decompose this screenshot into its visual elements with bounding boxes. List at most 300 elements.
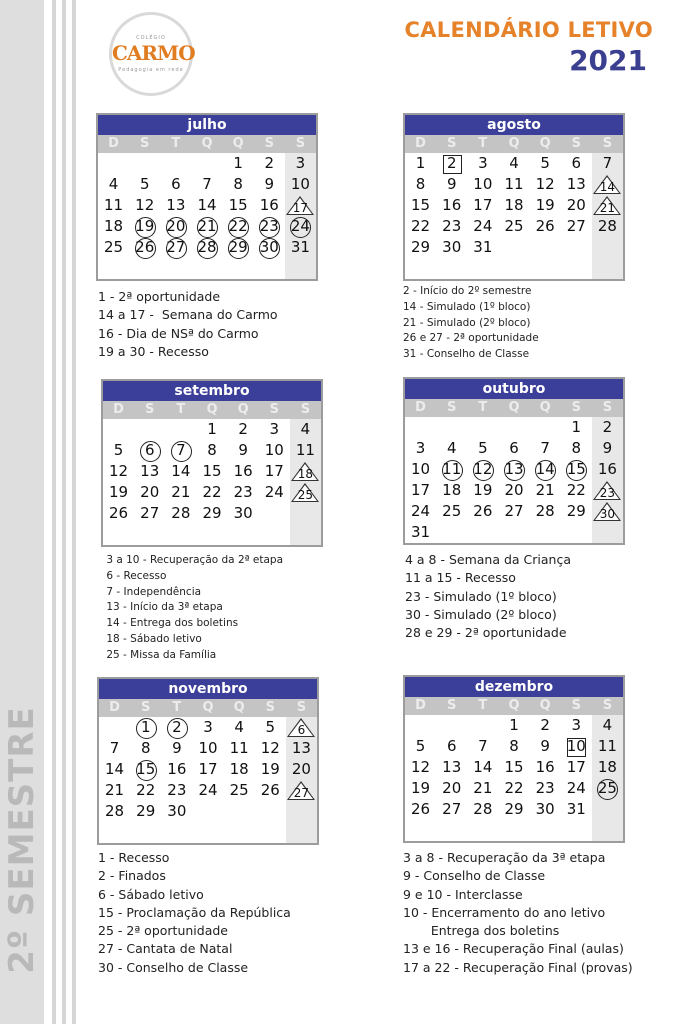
empty-day-cell <box>498 522 529 543</box>
empty-day-cell <box>165 524 196 545</box>
day-circled: 13 <box>498 459 529 480</box>
day-grid <box>99 717 317 843</box>
weekday-label: Q <box>201 136 213 151</box>
day-cell: 20 <box>140 483 160 501</box>
day-cell: 2 <box>602 418 613 436</box>
month-calendar-julho <box>96 113 318 281</box>
day-cell: 26 <box>109 504 129 522</box>
month-name: setembro <box>103 381 321 401</box>
empty-day-cell <box>436 522 467 543</box>
note-line: 9 - Conselho de Classe <box>403 868 546 884</box>
day-circled: 30 <box>254 237 285 258</box>
weekday-header <box>103 401 321 419</box>
day-cell: 5 <box>139 175 150 193</box>
day-cell: 15 <box>411 196 431 214</box>
day-cell: 16 <box>597 460 617 478</box>
note-line: 13 - Início da 3ª etapa <box>103 601 223 614</box>
day-cell: 7 <box>109 739 120 757</box>
day-cell: 27 <box>504 502 524 520</box>
note-line: Entrega dos boletins <box>403 923 560 939</box>
day-cell: 19 <box>473 481 493 499</box>
day-circled: 22 <box>223 216 254 237</box>
note-line: 19 a 30 - Recesso <box>98 343 209 359</box>
day-cell: 24 <box>198 781 218 799</box>
day-cell: 31 <box>290 238 310 256</box>
weekday-label: S <box>265 700 275 715</box>
empty-day-cell <box>561 522 592 543</box>
day-number: 23 <box>599 486 616 500</box>
day-cell: 13 <box>566 175 586 193</box>
day-cell: 5 <box>540 154 550 172</box>
empty-day-cell <box>130 822 161 843</box>
weekday-label: S <box>571 400 581 415</box>
weekday-label: S <box>300 402 311 417</box>
logo-top-text: COLÉGIO <box>136 35 166 41</box>
day-cell: 24 <box>411 502 431 520</box>
weekday-label: S <box>602 136 613 151</box>
weekday-header <box>405 135 623 153</box>
week-row <box>405 799 623 820</box>
day-cell: 13 <box>166 196 186 214</box>
day-cell: 19 <box>109 483 129 501</box>
month-notes-setembro <box>103 553 283 664</box>
weekday-header <box>405 399 623 417</box>
day-cell: 19 <box>535 196 555 214</box>
day-cell: 27 <box>442 800 462 818</box>
empty-day-cell <box>530 417 561 438</box>
empty-day-cell <box>103 524 134 545</box>
empty-day-cell <box>436 417 467 438</box>
day-cell: 1 <box>233 154 243 172</box>
note-line: 25 - Missa da Família <box>103 648 217 661</box>
weekday-label: D <box>415 136 426 151</box>
weekday-label: Q <box>508 698 520 713</box>
weekday-label: Q <box>539 698 551 713</box>
day-number: 30 <box>599 507 616 521</box>
day-cell: 20 <box>291 760 311 778</box>
day-cell: 13 <box>291 739 311 757</box>
empty-day-cell <box>254 258 285 279</box>
day-number: 14 <box>599 180 616 194</box>
empty-day-cell <box>467 417 498 438</box>
day-cell: 25 <box>229 781 249 799</box>
day-cell: 30 <box>535 800 555 818</box>
weekday-label: T <box>171 136 181 151</box>
weekday-label: D <box>113 402 124 417</box>
day-cell: 12 <box>411 758 431 776</box>
day-cell: 13 <box>140 462 160 480</box>
weekday-label: Q <box>233 700 245 715</box>
week-row <box>405 522 623 543</box>
weekday-label: Q <box>539 136 551 151</box>
empty-day-cell <box>592 258 623 279</box>
empty-day-cell <box>129 258 160 279</box>
day-cell: 24 <box>264 483 284 501</box>
semester-label: 2º SEMESTRE <box>2 706 42 974</box>
empty-day-cell <box>99 822 130 843</box>
day-cell: 14 <box>197 196 217 214</box>
day-cell: 4 <box>108 175 119 193</box>
note-line: 14 - Entrega dos boletins <box>103 617 239 630</box>
empty-day-cell <box>285 258 316 279</box>
weekday-label: T <box>172 700 182 715</box>
day-triangle-marked <box>286 780 317 801</box>
day-cell: 1 <box>415 154 426 172</box>
day-circled: 21 <box>191 216 222 237</box>
empty-day-cell <box>290 503 321 524</box>
day-cell: 21 <box>105 781 125 799</box>
empty-day-cell <box>191 153 222 174</box>
day-cell: 1 <box>509 716 519 734</box>
note-line: 15 - Proclamação da República <box>98 904 291 920</box>
empty-day-cell <box>530 820 561 841</box>
week-row <box>103 482 321 503</box>
day-cell: 22 <box>411 217 431 235</box>
weekday-header <box>99 699 317 717</box>
day-cell: 20 <box>504 481 524 499</box>
day-cell: 22 <box>136 781 156 799</box>
day-cell: 16 <box>259 196 279 214</box>
day-cell: 16 <box>442 196 462 214</box>
day-cell: 15 <box>504 758 524 776</box>
week-row <box>405 459 623 480</box>
empty-day-cell <box>405 715 436 736</box>
empty-day-cell <box>592 522 623 543</box>
day-cell: 7 <box>478 737 488 755</box>
day-cell: 23 <box>233 483 253 501</box>
day-number: 18 <box>297 467 314 481</box>
day-cell: 28 <box>473 800 493 818</box>
day-cell: 3 <box>295 154 306 172</box>
day-cell: 3 <box>203 718 213 736</box>
note-line: 14 a 17 - Semana do Carmo <box>98 307 278 323</box>
day-boxed: 2 <box>436 153 467 174</box>
day-cell: 2 <box>264 154 275 172</box>
weekday-label: S <box>296 700 307 715</box>
empty-day-cell <box>224 822 255 843</box>
month-name: dezembro <box>405 677 623 697</box>
empty-day-cell <box>561 820 592 841</box>
day-cell: 10 <box>198 739 218 757</box>
weekday-label: S <box>602 400 613 415</box>
weekday-label: D <box>415 698 426 713</box>
side-divider-line <box>62 0 66 1024</box>
day-circled: 15 <box>561 459 592 480</box>
week-row <box>99 759 317 780</box>
day-cell: 6 <box>571 154 582 172</box>
weekday-label: Q <box>206 402 218 417</box>
day-cell: 18 <box>597 758 617 776</box>
day-cell: 11 <box>295 441 315 459</box>
day-cell: 26 <box>411 800 431 818</box>
day-cell: 17 <box>473 196 493 214</box>
day-circled: 29 <box>223 237 254 258</box>
day-circled: 28 <box>191 237 222 258</box>
day-cell: 9 <box>238 441 248 459</box>
day-circled: 7 <box>165 440 196 461</box>
week-row <box>405 438 623 459</box>
month-notes-outubro <box>405 551 571 642</box>
note-line: 3 a 8 - Recuperação da 3ª etapa <box>403 850 606 865</box>
empty-day-cell <box>290 524 321 545</box>
day-cell: 12 <box>260 739 280 757</box>
day-cell: 11 <box>597 737 617 755</box>
month-name: julho <box>98 115 316 135</box>
empty-day-cell <box>286 822 317 843</box>
day-cell: 25 <box>104 238 124 256</box>
day-cell: 21 <box>473 779 493 797</box>
day-number: 6 <box>297 723 306 737</box>
day-cell: 21 <box>535 481 555 499</box>
week-row <box>98 237 316 258</box>
day-cell: 31 <box>566 800 586 818</box>
note-line: 11 a 15 - Recesso <box>405 570 516 586</box>
day-circled: 23 <box>254 216 285 237</box>
weekday-header <box>98 135 316 153</box>
week-row <box>405 715 623 736</box>
day-circled: 26 <box>129 237 160 258</box>
month-notes-agosto <box>403 284 539 363</box>
day-cell: 1 <box>207 420 217 438</box>
day-cell: 9 <box>264 175 275 193</box>
note-line: 27 - Cantata de Natal <box>98 941 233 957</box>
month-calendar-dezembro <box>403 675 625 843</box>
day-cell: 11 <box>504 175 524 193</box>
weekday-label: S <box>264 136 274 151</box>
weekday-label: Q <box>508 400 520 415</box>
day-cell: 27 <box>566 217 586 235</box>
week-row <box>405 736 623 757</box>
day-cell: 5 <box>415 737 426 755</box>
weekday-label: T <box>176 402 186 417</box>
empty-day-cell <box>228 524 259 545</box>
empty-day-cell <box>530 258 561 279</box>
note-line: 31 - Conselho de Classe <box>403 348 530 361</box>
day-cell: 23 <box>167 781 187 799</box>
week-row <box>103 419 321 440</box>
day-cell: 14 <box>171 462 191 480</box>
empty-day-cell <box>160 258 191 279</box>
empty-day-cell <box>592 799 623 820</box>
weekday-label: T <box>478 698 488 713</box>
page-year: 2021 <box>569 44 647 77</box>
day-cell: 22 <box>504 779 524 797</box>
day-cell: 3 <box>415 439 426 457</box>
day-cell: 17 <box>411 481 431 499</box>
weekday-label: S <box>269 402 279 417</box>
day-cell: 30 <box>167 802 187 820</box>
empty-day-cell <box>498 258 529 279</box>
note-line: 18 - Sábado letivo <box>103 632 202 645</box>
empty-day-cell <box>191 258 222 279</box>
day-cell: 28 <box>597 217 617 235</box>
day-cell: 9 <box>602 439 613 457</box>
empty-day-cell <box>530 237 561 258</box>
day-cell: 5 <box>478 439 488 457</box>
day-cell: 18 <box>504 196 524 214</box>
weekday-label: D <box>415 400 426 415</box>
empty-day-cell <box>530 522 561 543</box>
day-cell: 19 <box>260 760 280 778</box>
day-cell: 3 <box>571 716 582 734</box>
day-cell: 8 <box>509 737 519 755</box>
day-cell: 10 <box>290 175 310 193</box>
month-calendar-novembro <box>97 677 319 845</box>
day-grid <box>405 153 623 279</box>
day-cell: 7 <box>202 175 212 193</box>
day-circled: 20 <box>160 216 191 237</box>
day-cell: 8 <box>140 739 151 757</box>
empty-day-cell <box>592 820 623 841</box>
note-line: 6 - Sábado letivo <box>98 886 204 902</box>
empty-day-cell <box>592 237 623 258</box>
note-line: 14 - Simulado (1º bloco) <box>403 300 531 313</box>
day-cell: 30 <box>442 238 462 256</box>
day-number: 27 <box>293 786 310 800</box>
weekday-label: S <box>140 136 150 151</box>
empty-day-cell <box>98 153 129 174</box>
weekday-label: S <box>447 136 457 151</box>
day-cell: 9 <box>446 175 457 193</box>
day-triangle-marked <box>290 461 321 482</box>
week-row <box>405 258 623 279</box>
day-cell: 8 <box>233 175 243 193</box>
empty-day-cell <box>99 717 130 738</box>
empty-day-cell <box>192 822 223 843</box>
empty-day-cell <box>467 820 498 841</box>
day-cell: 17 <box>198 760 218 778</box>
day-triangle-marked <box>592 480 623 501</box>
day-cell: 10 <box>473 175 493 193</box>
day-cell: 6 <box>509 439 519 457</box>
day-cell: 29 <box>411 238 431 256</box>
day-cell: 29 <box>136 802 156 820</box>
empty-day-cell <box>286 801 317 822</box>
note-line: 6 - Recesso <box>103 569 167 582</box>
day-cell: 10 <box>411 460 431 478</box>
side-divider-line <box>72 0 76 1024</box>
day-cell: 26 <box>535 217 555 235</box>
empty-day-cell <box>165 419 196 440</box>
day-cell: 4 <box>509 154 519 172</box>
day-cell: 16 <box>535 758 555 776</box>
day-cell: 6 <box>171 175 181 193</box>
day-cell: 7 <box>540 439 550 457</box>
day-cell: 4 <box>300 420 311 438</box>
note-line: 9 e 10 - Interclasse <box>403 886 523 902</box>
note-line: 3 a 10 - Recuperação da 2ª etapa <box>103 554 284 566</box>
day-cell: 1 <box>571 418 582 436</box>
empty-day-cell <box>259 503 290 524</box>
day-cell: 25 <box>442 502 462 520</box>
day-cell: 9 <box>540 737 550 755</box>
week-row <box>98 195 316 216</box>
month-calendar-setembro <box>101 379 323 547</box>
day-grid <box>103 419 321 545</box>
empty-day-cell <box>498 237 529 258</box>
note-line: 17 a 22 - Recuperação Final (provas) <box>403 959 633 975</box>
day-cell: 17 <box>566 758 586 776</box>
weekday-label: D <box>108 136 119 151</box>
empty-day-cell <box>405 820 436 841</box>
weekday-label: T <box>478 136 488 151</box>
empty-day-cell <box>498 417 529 438</box>
month-name: agosto <box>405 115 623 135</box>
empty-day-cell <box>405 258 436 279</box>
week-row <box>405 480 623 501</box>
day-cell: 6 <box>446 737 457 755</box>
month-name: novembro <box>99 679 317 699</box>
day-cell: 24 <box>473 217 493 235</box>
day-boxed: 10 <box>561 736 592 757</box>
day-triangle-marked <box>592 501 623 522</box>
day-cell: 18 <box>229 760 249 778</box>
weekday-header <box>405 697 623 715</box>
day-grid <box>405 417 623 543</box>
day-cell: 12 <box>535 175 555 193</box>
day-number: 21 <box>599 201 616 215</box>
note-line: 10 - Encerramento do ano letivo <box>403 904 606 920</box>
weekday-label: S <box>145 402 155 417</box>
day-cell: 2 <box>238 420 248 438</box>
day-cell: 29 <box>202 504 222 522</box>
empty-day-cell <box>498 820 529 841</box>
note-line: 1 - 2ª oportunidade <box>98 289 221 304</box>
week-row <box>99 822 317 843</box>
week-row <box>405 820 623 841</box>
month-calendar-outubro <box>403 377 625 545</box>
week-row <box>405 216 623 237</box>
weekday-label: S <box>447 698 457 713</box>
day-cell: 12 <box>135 196 155 214</box>
week-row <box>99 780 317 801</box>
day-circled: 24 <box>285 216 316 237</box>
empty-day-cell <box>467 258 498 279</box>
day-cell: 28 <box>171 504 191 522</box>
day-cell: 4 <box>446 439 457 457</box>
day-cell: 23 <box>535 779 555 797</box>
weekday-label: D <box>109 700 120 715</box>
note-line: 23 - Simulado (1º bloco) <box>405 588 557 604</box>
empty-day-cell <box>255 822 286 843</box>
week-row <box>98 153 316 174</box>
week-row <box>405 757 623 778</box>
day-cell: 31 <box>473 238 493 256</box>
day-circled: 19 <box>129 216 160 237</box>
day-cell: 30 <box>233 504 253 522</box>
day-cell: 4 <box>602 716 613 734</box>
day-cell: 12 <box>109 462 129 480</box>
empty-day-cell <box>129 153 160 174</box>
week-row <box>98 216 316 237</box>
empty-day-cell <box>405 417 436 438</box>
day-cell: 14 <box>105 760 125 778</box>
empty-day-cell <box>224 801 255 822</box>
day-circled: 1 <box>130 717 161 738</box>
empty-day-cell <box>561 237 592 258</box>
note-line: 26 e 27 - 2ª oportunidade <box>403 332 539 345</box>
day-cell: 24 <box>566 779 586 797</box>
day-circled: 27 <box>160 237 191 258</box>
day-cell: 4 <box>234 718 244 736</box>
week-row <box>405 174 623 195</box>
day-cell: 26 <box>260 781 280 799</box>
note-line: 2 - Finados <box>98 868 166 884</box>
empty-day-cell <box>436 820 467 841</box>
week-row <box>99 717 317 738</box>
empty-day-cell <box>255 801 286 822</box>
note-line: 2 - Início do 2º semestre <box>403 285 532 297</box>
